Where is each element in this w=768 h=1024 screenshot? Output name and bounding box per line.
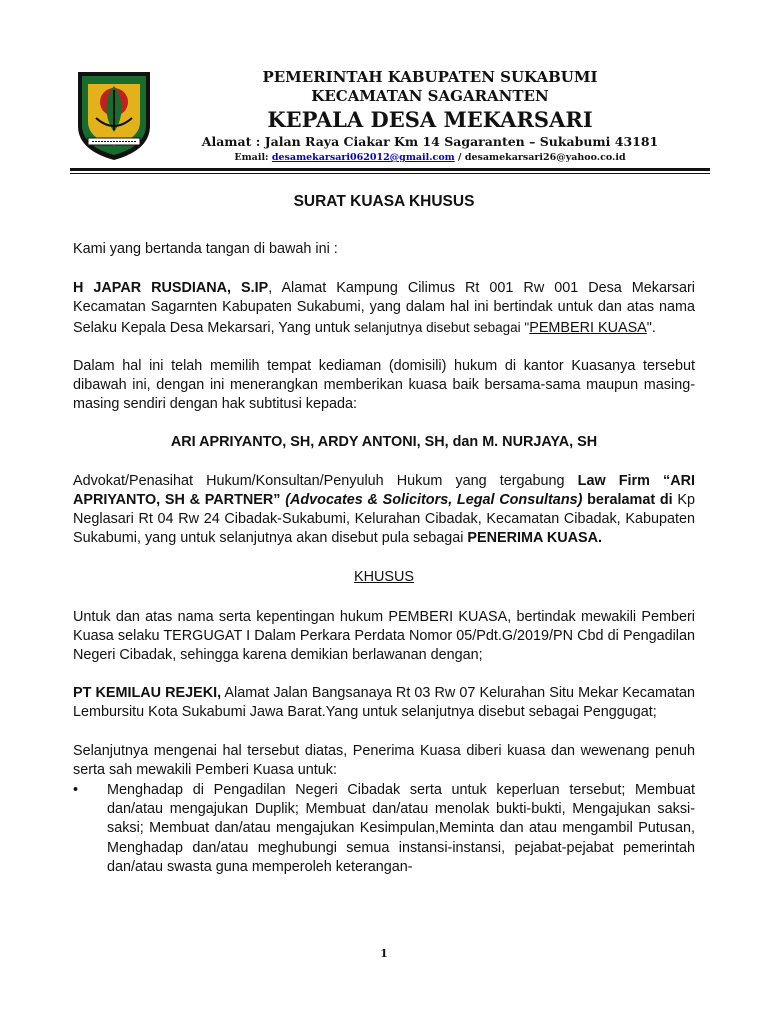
firm-term: PENERIMA KUASA. — [467, 530, 603, 547]
letterhead-divider-thick — [70, 168, 710, 171]
intro-paragraph: Kami yang bertanda tangan di bawah ini : — [73, 241, 338, 257]
list-item-text: Menghadap di Pengadilan Negeri Cibadak serta untuk keperluan tersebut; Membuat dan/atau mengajukan Duplik; Membuat dan/atau menolak bukti-bukti, Mengajukan saksi-saksi; Membuat dan/atau mengajukan Kesimpulan,Meminta dan atau mengambil Putusan, Menghadap dan/atau meghubungi semua instansi-instansi, pejabat-pejabat pemerintah dan/atau swasta guna memperoleh keterangan- — [107, 782, 695, 875]
firm-paragraph — [73, 472, 695, 549]
grantor-text-small: selanjutnya disebut sebagai " — [354, 319, 530, 335]
kabupaten-sukabumi-emblem-icon — [74, 68, 154, 162]
email-separator: / — [454, 152, 465, 163]
special-heading: KHUSUS — [354, 569, 414, 586]
opponent-paragraph — [73, 684, 695, 722]
firm-name: Law Firm “ARI APRIYANTO, SH & PARTNER” — [73, 472, 695, 508]
list-item — [73, 781, 695, 877]
grantor-text-end: ". — [646, 319, 656, 336]
authority-list — [73, 781, 695, 877]
special-paragraph: Untuk dan atas nama serta kepentingan hukum PEMBERI KUASA, bertindak mewakili Pemberi Kuasa selaku TERGUGAT I Dalam Perkara Perdata Nomor 05/Pdt.G/2019/PN Cbd di Pengadilan Negeri Cibadak, sehingga karena demikian berlawanan dengan; — [73, 608, 695, 664]
grantor-term: PEMBERI KUASA — [529, 319, 647, 336]
letterhead-text — [160, 68, 700, 165]
authority-paragraph: Selanjutnya mengenai hal tersebut diatas, Penerima Kuasa diberi kuasa dan wewenang penuh serta sah mewakili Pemberi Kuasa untuk: — [73, 742, 695, 778]
email-link-gmail[interactable]: desamekarsari062012@gmail.com — [271, 152, 455, 163]
firm-address-label: beralamat di — [582, 491, 673, 508]
bullet-icon: • — [73, 782, 79, 799]
attorneys-names: ARI APRIYANTO, SH, ARDY ANTONI, SH, dan M. NURJAYA, SH — [170, 434, 598, 451]
letterhead-divider-thin — [70, 173, 710, 174]
page-number: 1 — [380, 947, 388, 960]
document-body — [73, 240, 695, 877]
domicile-paragraph: Dalam hal ini telah memilih tempat kediaman (domisili) hukum di kantor Kuasanya tersebut dibawah ini, dengan ini menerangkan memberikan kuasa baik bersama-sama maupun masing-masing sendiri dengan hak subtitusi kepada: — [73, 357, 695, 413]
grantor-name: H JAPAR RUSDIANA, S.IP — [73, 280, 269, 297]
opponent-name: PT KEMILAU REJEKI, — [73, 685, 222, 702]
opponent-text: Alamat Jalan Bangsanaya Rt 03 Rw 07 Kelurahan Situ Mekar Kecamatan Lembursitu Kota Sukabumi Jawa Barat.Yang untuk selanjutnya disebut sebagai Penggugat; — [73, 685, 695, 721]
document-title: SURAT KUASA KHUSUS — [293, 193, 475, 210]
email-label: Email: — [234, 152, 272, 163]
grantor-paragraph — [73, 279, 695, 338]
office-email — [160, 151, 700, 165]
firm-description: (Advocates & Solicitors, Legal Consultans) — [280, 491, 583, 508]
letterhead — [60, 62, 710, 174]
district-name: KECAMATAN SAGARANTEN — [311, 87, 549, 105]
firm-text: Advokat/Penasihat Hukum/Konsultan/Penyuluh Hukum yang tergabung — [73, 472, 578, 489]
government-name: PEMERINTAH KABUPATEN SUKABUMI — [262, 68, 598, 86]
firm-address: Kp Neglasari Rt 04 Rw 24 Cibadak-Sukabumi, Kelurahan Cibadak, Kecamatan Cibadak, Kabupaten Sukabumi, yang untuk selanjutnya akan disebut pula sebagai — [73, 491, 695, 547]
grantor-text: , Alamat Kampung Cilimus Rt 001 Rw 001 Desa Mekarsari Kecamatan Sagarnten Kabupaten Sukabumi, yang dalam hal ini bertindak untuk dan atas nama Selaku Kepala Desa Mekarsari, Yang untuk — [73, 280, 695, 336]
office-address: Alamat : Jalan Raya Ciakar Km 14 Sagaranten – Sukabumi 43181 — [201, 134, 659, 149]
email-yahoo: desamekarsari26@yahoo.co.id — [464, 152, 626, 163]
office-name: KEPALA DESA MEKARSARI — [267, 107, 593, 132]
